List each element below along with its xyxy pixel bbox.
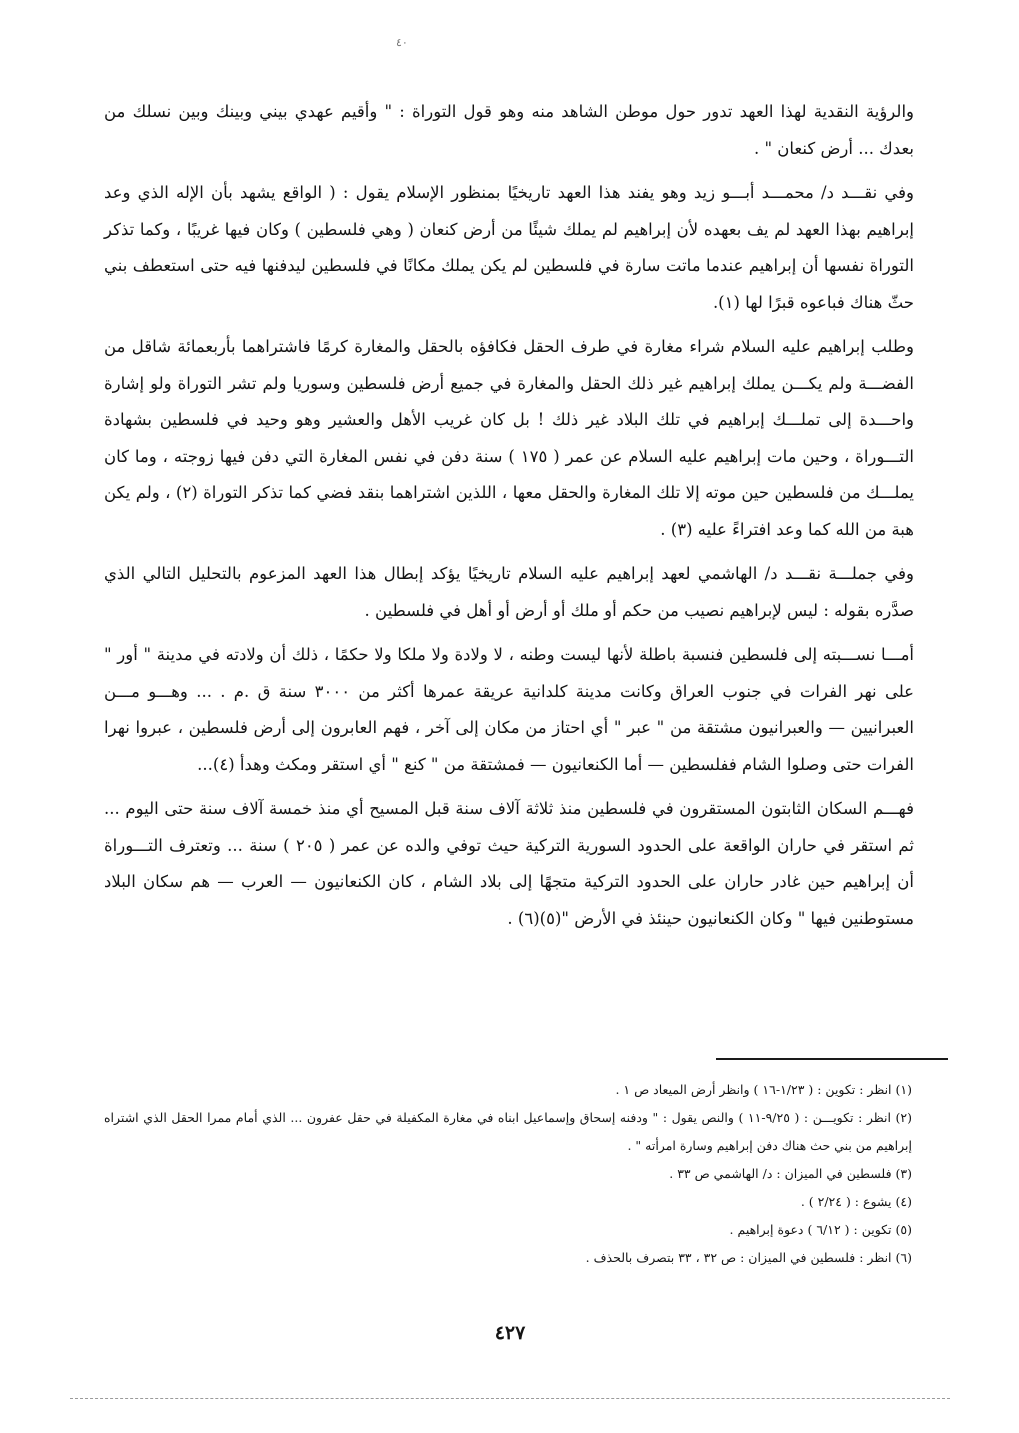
footnote-separator [716,1058,948,1060]
paragraph-6: فهـــم السكان الثابتون المستقرون في فلسطين منذ ثلاثة آلاف سنة قبل المسيح أي منذ خمسة آلاف سنة حتى اليوم ... ثم استقر في حاران الواقعة على الحدود السورية التركية حيث توفي والده عن عمر ( ٢٠٥ ) سنة ... وتعترف التـــوراة أن إبراهيم حين غادر حاران على الحدود التركية متجهًا إلى بلاد الشام ، كان الكنعانيون — العرب — هم سكان البلاد مستوطنين فيها " وكان الكنعانيون حينئذ في الأرض "(٥)(٦) . [104,799,914,928]
paragraph-3: وطلب إبراهيم عليه السلام شراء مغارة في طرف الحقل فكافؤه بالحقل والمغارة كرمًا فاشتراهما بأربعمائة شاقل من الفضـــة ولم يكـــن يملك إبراهيم غير ذلك الحقل والمغارة في جميع أرض فلسطين وسوريا ولم تشر التوراة ولو إشارة واحـــدة إلى تملـــك إبراهيم في تلك البلاد غير ذلك ! بل كان غريب الأهل والعشير وهو وحيد في فلسطين بشهادة التـــوراة ، وحين مات إبراهيم عليه السلام عن عمر ( ١٧٥ ) سنة دفن في نفس المغارة التي دفن فيها زوجته ، وما كان يملـــك من فلسطين حين موته إلا تلك المغارة والحقل معها ، اللذين اشتراهما بنقد فضي كما تذكر التوراة (٢) ، ولم يكن هبة من الله كما وعد افتراءً عليه (٣) . [104,337,914,539]
footnote-3: (٣) فلسطين في الميزان : د/ الهاشمي ص ٣٣ . [669,1166,912,1181]
footnote-2: (٢) انظر : تكويـــن : ( ٩/٢٥-١١ ) والنص يقول : " ودفنه إسحاق وإسماعيل ابناه في مغارة المكفيلة في حقل عفرون ... الذي أمام ممرا الحقل الذي اشتراه إبراهيم من بني حث هناك دفن إبراهيم وسارة امرأته " . [104,1110,912,1153]
main-body-text [104,94,914,945]
paragraph-4: وفي جملـــة نقـــد د/ الهاشمي لعهد إبراهيم عليه السلام تاريخيًا يؤكد إبطال هذا العهد المزعوم بالتحليل التالي الذي صدَّره بقوله : ليس لإبراهيم نصيب من حكم أو ملك أو أرض أو أهل في فلسطين . [104,564,914,620]
footnote-1: (١) انظر : تكوين : ( ١/٢٣-١٦ ) وانظر أرض الميعاد ص ١ . [615,1082,912,1097]
page-number: ٤٢٧ [494,1322,526,1344]
footnote-5: (٥) تكوين : ( ٦/١٢ ) دعوة إبراهيم . [729,1222,912,1237]
footnote-6: (٦) انظر : فلسطين في الميزان : ص ٣٢ ، ٣٣ بتصرف بالحذف . [585,1250,912,1265]
top-page-mark: ٤٠ [396,36,408,49]
bottom-scan-line [70,1398,950,1399]
paragraph-2: وفي نقـــد د/ محمـــد أبـــو زيد وهو يفند هذا العهد تاريخيًا بمنظور الإسلام يقول : ( الواقع يشهد بأن الإله الذي وعد إبراهيم بهذا العهد لم يف بعهده لأن إبراهيم لم يملك شيئًا من أرض كنعان ( وهي فلسطين ) وكان فيها غريبًا ، وكما تذكر التوراة نفسها أن إبراهيم عندما ماتت سارة في فلسطين لم يكن يملك مكانًا في فلسطين ليدفنها فيه حتى استعطف بني حثّ هناك فباعوه قبرًا لها (١). [104,183,914,312]
paragraph-5: أمـــا نســـبته إلى فلسطين فنسبة باطلة لأنها ليست وطنه ، لا ولادة ولا ملكا ولا حكمًا ، ذلك أن ولادته في مدينة " أور " على نهر الفرات في جنوب العراق وكانت مدينة كلدانية عريقة عمرها أكثر من ٣٠٠٠ سنة ق .م . ... وهـــو مـــن العبرانيين — والعبرانيون مشتقة من " عبر " أي احتاز من مكان إلى آخر ، فهم العابرون إلى أرض فلسطين ، عبروا نهرا الفرات حتى وصلوا الشام ففلسطين — أما الكنعانيون — فمشتقة من " كنع " أي استقر ومكث وهدأ (٤)... [104,645,915,774]
paragraph-1: والرؤية النقدية لهذا العهد تدور حول موطن الشاهد منه وهو قول التوراة : " وأقيم عهدي بيني وبينك وبين نسلك من بعدك ... أرض كنعان " . [104,102,914,158]
footnote-4: (٤) يشوع : ( ٢/٢٤ ) . [800,1194,912,1209]
footnotes-section [104,1076,912,1272]
